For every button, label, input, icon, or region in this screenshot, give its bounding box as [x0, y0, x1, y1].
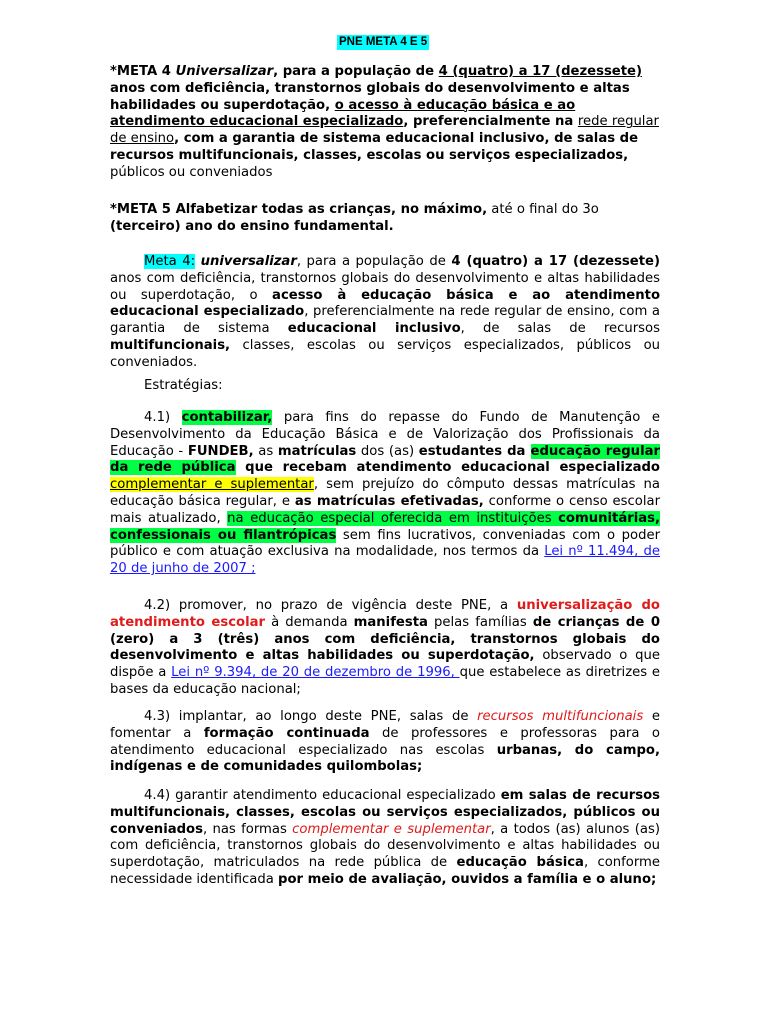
text: Universalizar: [175, 64, 274, 79]
text: e fomentar a: [110, 709, 660, 741]
text: as: [253, 443, 278, 459]
text: , preferencialmente na: [403, 114, 578, 130]
meta-label: Meta 4:: [144, 254, 196, 269]
text: pelas famílias: [427, 614, 533, 630]
text: 4.3) implantar, ao longo deste PNE, salas de: [144, 709, 478, 724]
text: dos (as): [356, 443, 419, 459]
text: , para a população de: [296, 254, 452, 269]
text: manifesta: [353, 614, 428, 630]
text: FUNDEB,: [187, 443, 254, 459]
text: em salas de recursos multifuncionais, classes, escolas ou serviços especializados, públicos ou conveniados: [110, 788, 660, 837]
text: observado o que dispõe a: [110, 648, 660, 681]
strategy-4-1: [110, 410, 660, 578]
text: acesso à educação básica e ao atendimento educacional especializado: [110, 287, 661, 320]
text: , para a população de: [273, 64, 439, 79]
text: até o final do 3o: [487, 202, 599, 217]
meta4-full-paragraph: [110, 254, 660, 372]
text: urbanas, do campo, indígenas e de comunidades quilombolas;: [110, 742, 661, 775]
law-link[interactable]: Lei nº 9.394, de 20 de dezembro de 1996,: [171, 665, 460, 681]
text: as matrículas efetivadas,: [294, 493, 484, 509]
text: de professores e professoras para o atendimento educacional especializado nas escolas: [110, 725, 660, 758]
text: 4 (quatro) a 17 (dezessete): [451, 254, 661, 269]
text: para fins do repasse do Fundo de Manutenção e Desenvolvimento da Educação Básica e de Valorização dos Profissionais da Educação -: [110, 410, 661, 459]
meta4-summary-paragraph: [110, 64, 660, 182]
text: complementar e suplementar: [292, 821, 491, 837]
text: , com a garantia de sistema educacional inclusivo, de salas de recursos multifuncionais, classes, escolas ou serviços especializados,: [110, 131, 639, 163]
text: matrículas: [277, 443, 357, 459]
text: universalizar: [200, 254, 297, 269]
text: que estabelece as diretrizes e bases da educação nacional;: [110, 665, 661, 697]
text: , preferencialmente na rede regular de ensino, com a garantia de sistema: [110, 304, 660, 337]
strategy-4-3: [110, 709, 660, 776]
text: complementar e suplementar: [110, 477, 314, 493]
text: sem fins lucrativos, conveniadas com o poder público e com atuação exclusiva na modalidade, nos termos da: [110, 527, 660, 560]
text: multifuncionais,: [110, 337, 231, 353]
text: formação continuada: [203, 725, 370, 741]
text: o acesso à educação básica e ao atendimento educacional especializado: [110, 97, 576, 130]
text: na educação especial oferecida em instituições: [227, 510, 559, 526]
text: à demanda: [265, 614, 354, 630]
law-link[interactable]: Lei nº 11.494, de 20 de junho de 2007 ;: [110, 544, 660, 577]
text: 4.4) garantir atendimento educacional especializado: [144, 788, 501, 803]
text: educação básica: [456, 855, 584, 871]
text: universalização do atendimento escolar: [110, 598, 660, 630]
text: anos com deficiência, transtornos globais do desenvolvimento e altas habilidades ou superdotação,: [110, 80, 630, 113]
text: classes, escolas ou serviços especializados, públicos ou conveniados.: [110, 337, 660, 370]
meta5-summary-paragraph: [110, 202, 660, 236]
text: anos com deficiência, transtornos globais do desenvolvimento e altas habilidades ou superdotação, o: [110, 270, 660, 303]
text: educacional inclusivo: [287, 321, 461, 337]
page-title: PNE META 4 E 5: [339, 36, 428, 48]
text: (terceiro) ano do ensino fundamental.: [110, 218, 394, 234]
text: 4 (quatro) a 17 (dezessete): [438, 64, 643, 79]
text: 4.2) promover, no prazo de vigência deste PNE, a: [144, 598, 517, 613]
text: *META 5 Alfabetizar todas as crianças, no máximo,: [110, 202, 488, 217]
text: *META 4: [110, 64, 176, 79]
text: contabilizar,: [181, 410, 273, 425]
text: conforme o censo escolar mais atualizado,: [110, 493, 660, 526]
text: recursos multifuncionais: [477, 709, 644, 724]
text: , sem prejuízo do cômputo dessas matrículas na educação básica regular, e: [110, 477, 660, 509]
text: , nas formas: [202, 821, 293, 837]
text: estudantes da: [418, 443, 531, 459]
text: públicos ou conveniados: [110, 164, 273, 180]
text: , a todos (as) alunos (as) com deficiência, transtornos globais do desenvolvimento e altas habilidades ou superdotação, matriculados na rede pública de: [110, 821, 660, 871]
text: que recebam atendimento educacional especializado: [235, 460, 660, 476]
text: , conforme necessidade identificada: [110, 855, 661, 887]
text: comunitárias, confessionais ou filantrópicas: [110, 510, 660, 543]
strategy-4-2: [110, 598, 660, 699]
text: 4.1): [144, 410, 182, 425]
text: rede regular de ensino: [110, 114, 659, 147]
text: educação regular da rede pública: [110, 443, 660, 476]
strategies-heading: Estratégias:: [144, 378, 223, 393]
text: por meio de avaliação, ouvidos a família e o aluno;: [278, 871, 657, 887]
text: de crianças de 0 (zero) a 3 (três) anos com deficiência, transtornos globais do desenvolvimento e altas habilidades ou superdotação,: [110, 614, 660, 664]
text: , de salas de recursos: [460, 321, 660, 337]
strategy-4-4: [110, 788, 660, 889]
